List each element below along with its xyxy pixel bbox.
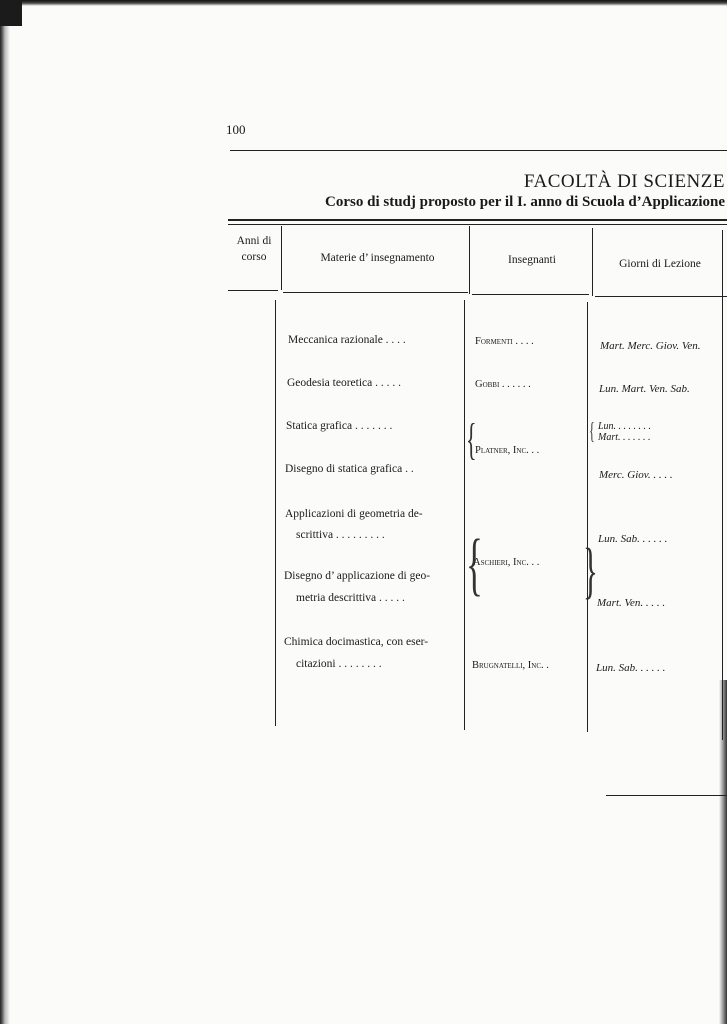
header-insegnanti: Insegnanti — [508, 254, 556, 266]
subject-chimica-1: Chimica docimastica, con eser- — [284, 636, 429, 648]
days-gobbi: Lun. Mart. Ven. Sab. — [599, 383, 690, 395]
top-rule — [230, 150, 727, 151]
days-chimica: Lun. Sab. . . . . . — [596, 662, 666, 674]
subject-meccanica: Meccanica razionale . . . . — [288, 334, 406, 346]
col-line-3 — [587, 302, 588, 732]
header-giorni: Giorni di Lezione — [619, 258, 701, 270]
days-statica-2: Mart. . . . . . . — [598, 432, 651, 443]
scan-left-edge — [0, 0, 10, 1024]
header-rule-anni — [228, 290, 278, 291]
subject-geodesia: Geodesia teoretica . . . . . — [287, 377, 401, 389]
teacher-formenti: Formenti . . . . — [475, 336, 534, 347]
faculty-title: FACOLTÀ DI SCIENZE — [523, 171, 725, 192]
subject-applicazioni-1: Applicazioni di geometria de- — [285, 508, 423, 520]
header-anni: Anni di corso — [236, 235, 272, 263]
col-line-2 — [464, 300, 465, 730]
scan-top-edge — [0, 0, 727, 6]
brace-aschieri-days: } — [583, 537, 598, 605]
page-number: 100 — [226, 122, 246, 137]
subject-disegno-statica: Disegno di statica grafica . . — [285, 463, 414, 475]
col-line-3-header — [592, 228, 593, 296]
scan-corner-mark — [0, 0, 22, 26]
brace-aschieri: { — [466, 526, 483, 603]
teacher-aschieri: Aschieri, Inc. . . — [473, 557, 540, 568]
header-rule-giorni — [595, 296, 727, 297]
days-statica-1: Lun. . . . . . . . — [598, 421, 652, 432]
header-rule-insegnanti — [472, 294, 589, 295]
header-materie: Materie d’ insegnamento — [320, 252, 435, 264]
table-subtitle: Corso di studj proposto per il I. anno di Scuola d’Applicazione — [325, 194, 725, 210]
subject-disegno-applicazione-2: metria descrittiva . . . . . — [296, 592, 405, 604]
days-disegno-applicazione: Mart. Ven. . . . . — [597, 597, 666, 609]
scan-right-edge — [719, 680, 727, 1024]
header-rule-top — [228, 219, 727, 221]
bottom-rule — [606, 795, 727, 796]
teacher-brugnatelli: Brugnatelli, Inc. . — [472, 660, 549, 671]
col-line-1 — [275, 300, 276, 726]
subject-disegno-applicazione-1: Disegno d’ applicazione di geo- — [284, 570, 431, 582]
subject-statica: Statica grafica . . . . . . . — [286, 420, 393, 432]
subject-chimica-2: citazioni . . . . . . . . — [296, 658, 382, 670]
teacher-gobbi: Gobbi . . . . . . — [475, 379, 531, 390]
days-applicazioni: Lun. Sab. . . . . . — [598, 533, 668, 545]
teacher-platner: Platner, Inc. . . — [475, 445, 540, 456]
col-line-4 — [722, 230, 723, 740]
brace-lun-mart: { — [589, 419, 595, 445]
col-line-2-header — [469, 226, 470, 294]
days-formenti: Mart. Merc. Giov. Ven. — [600, 340, 701, 352]
days-disegno-statica: Merc. Giov. . . . . — [599, 469, 673, 481]
subject-applicazioni-2: scrittiva . . . . . . . . . — [296, 529, 385, 541]
col-line-1-header — [281, 226, 282, 290]
brace-platner: { — [466, 415, 477, 464]
header-rule-bottom — [228, 224, 727, 225]
header-rule-materie — [283, 292, 468, 293]
